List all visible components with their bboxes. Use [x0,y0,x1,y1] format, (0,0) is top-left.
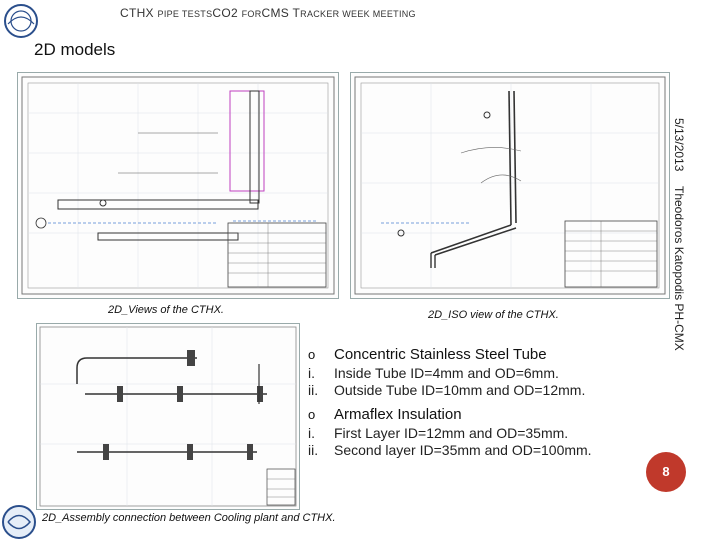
side-author: Theodoros Katopodis PH-CMX [672,186,686,351]
co2-logo [0,503,38,540]
caption-assembly: 2D_Assembly connection between Cooling plant and CTHX. [42,512,336,524]
drawing-iso-view [350,72,670,299]
header-title: CTHX PIPE TESTSCO2 FORCMS TRACKER WEEK MEETING [120,6,416,20]
caption-2d-views: 2D_Views of the CTHX. [108,304,224,316]
drawing-iso-view-graphic [351,73,669,298]
bullet-item-inside-tube: i. Inside Tube ID=4mm and OD=6mm. [308,365,559,381]
page-number-badge: 8 [646,452,686,492]
slide-title: 2D models [34,40,116,59]
drawing-assembly [36,323,300,510]
drawing-assembly-graphic [37,324,299,509]
side-date: 5/13/2013 [672,118,686,172]
bullet-list [308,346,592,458]
caption-iso-view: 2D_ISO view of the CTHX. [428,309,559,321]
bullet-heading-tube: o Concentric Stainless Steel Tube [308,346,547,363]
cern-logo [2,2,40,40]
bullet-item-outside-tube: ii. Outside Tube ID=10mm and OD=12mm. [308,382,586,398]
drawing-2d-views [17,72,339,299]
bullet-item-second-layer: ii. Second layer ID=35mm and OD=100mm. [308,442,592,458]
bullet-heading-armaflex: o Armaflex Insulation [308,406,462,423]
bullet-item-first-layer: i. First Layer ID=12mm and OD=35mm. [308,425,569,441]
drawing-2d-views-graphic [18,73,338,298]
